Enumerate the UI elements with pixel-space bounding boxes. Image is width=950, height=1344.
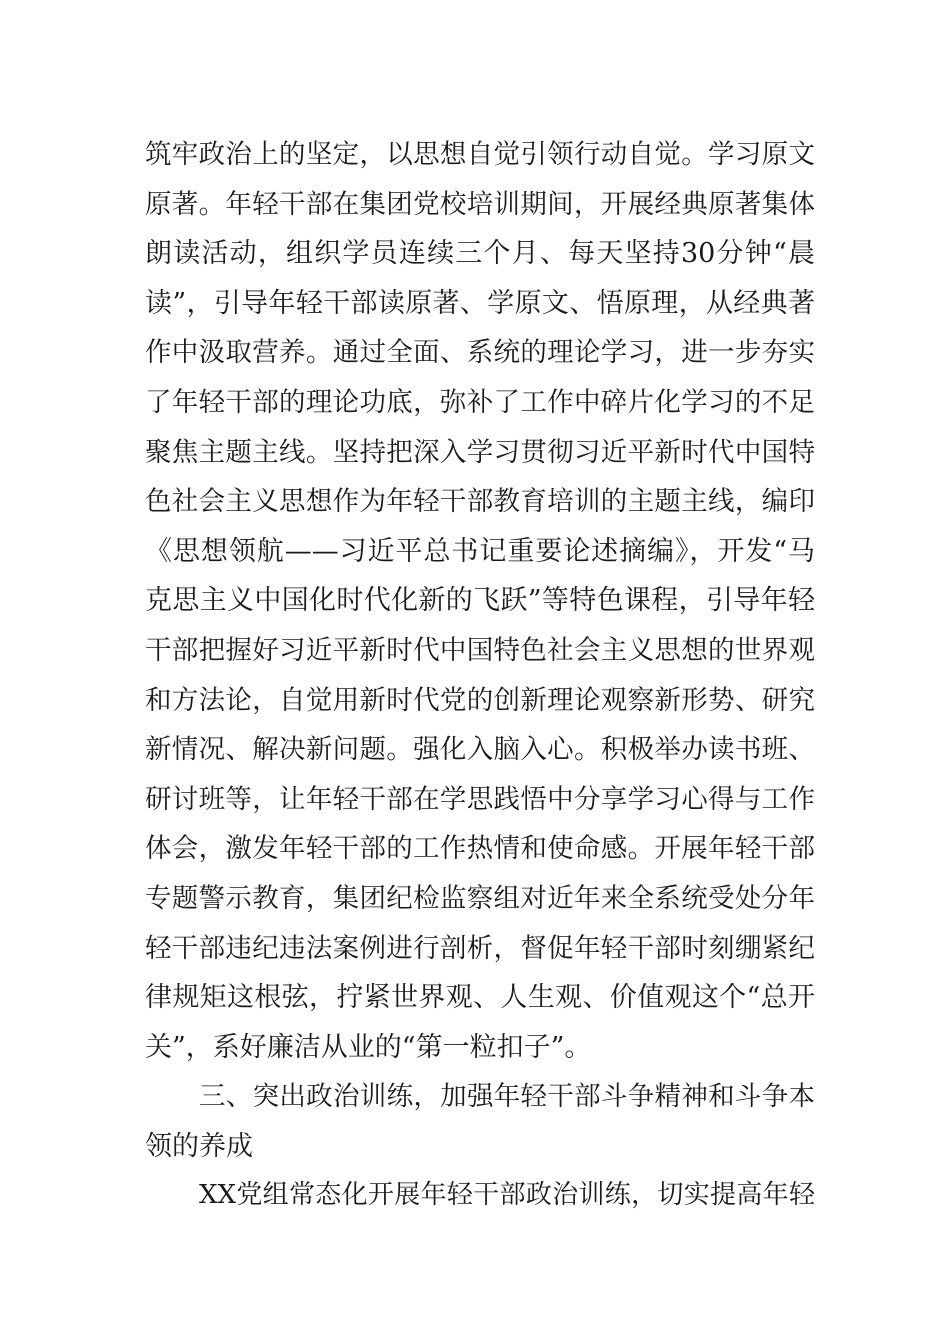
text-line: 聚焦主题主线。坚持把深入学习贯彻习近平新时代中国特 (145, 436, 815, 468)
text-line: 了年轻干部的理论功底，弥补了工作中碎片化学习的不足 (145, 386, 815, 418)
text-line: 克思主义中国化时代化新的飞跃”等特色课程，引导年轻 (145, 585, 815, 617)
text-line: 关”，系好廉洁从业的“第一粒扣子”。 (145, 1031, 592, 1063)
text-line: 作中汲取营养。通过全面、系统的理论学习，进一步夯实 (145, 337, 815, 369)
text-line: 色社会主义思想作为年轻干部教育培训的主题主线，编印 (145, 486, 815, 518)
text-line: 干部把握好习近平新时代中国特色社会主义思想的世界观 (145, 634, 815, 666)
text-line: 筑牢政治上的坚定，以思想自觉引领行动自觉。学习原文 (145, 139, 815, 170)
section-heading-line: 领的养成 (145, 1130, 253, 1162)
text-line: 《思想领航——习近平总书记重要论述摘编》，开发“马 (145, 535, 815, 567)
text-line: 轻干部违纪违法案例进行剖析，督促年轻干部时刻绷紧纪 (145, 932, 815, 964)
text-line: 体会，激发年轻干部的工作热情和使命感。开展年轻干部 (145, 833, 815, 865)
text-line: XX党组常态化开展年轻干部政治训练，切实提高年轻 (199, 1180, 815, 1211)
section-heading-line: 三、突出政治训练，加强年轻干部斗争精神和斗争本 (199, 1081, 815, 1113)
text-line: 律规矩这根弦，拧紧世界观、人生观、价值观这个“总开 (145, 982, 815, 1014)
text-line: 原著。年轻干部在集团党校培训期间，开展经典原著集体 (145, 188, 815, 220)
text-line: 专题警示教育，集团纪检监察组对近年来全系统受处分年 (145, 882, 815, 914)
text-line: 读”，引导年轻干部读原著、学原文、悟原理，从经典著 (145, 287, 815, 319)
text-line: 朗读活动，组织学员连续三个月、每天坚持30分钟“晨 (145, 238, 815, 270)
text-line: 和方法论，自觉用新时代党的创新理论观察新形势、研究 (145, 684, 815, 716)
text-line: 研讨班等，让年轻干部在学思践悟中分享学习心得与工作 (145, 783, 815, 815)
document-body (145, 130, 815, 1221)
text-line: 新情况、解决新问题。强化入脑入心。积极举办读书班、 (145, 734, 815, 766)
